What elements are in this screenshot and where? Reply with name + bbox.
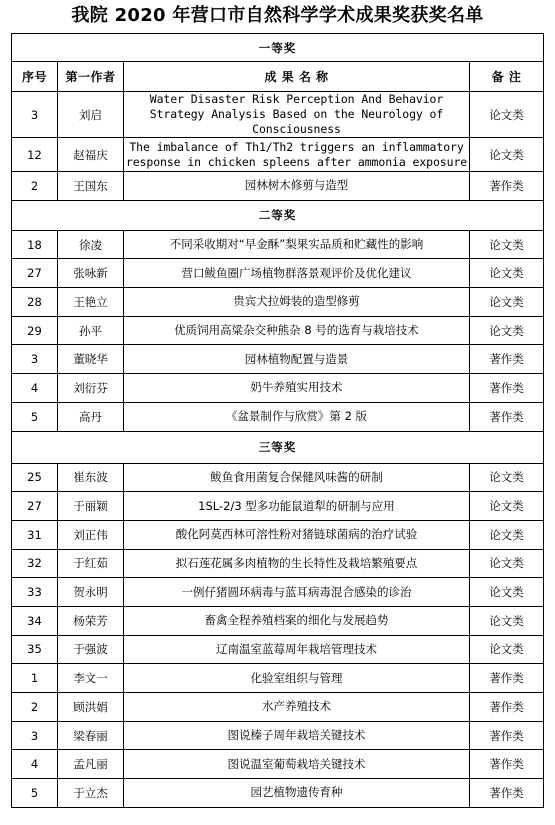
section-heading-row <box>12 34 544 62</box>
row-index: 1 <box>12 664 58 693</box>
table-row <box>12 316 544 345</box>
row-title: 奶牛养殖实用技术 <box>124 374 470 403</box>
table-row <box>12 288 544 317</box>
row-index: 27 <box>12 492 58 521</box>
row-category: 论文类 <box>470 138 544 172</box>
row-title: 营口鲅鱼圈广场植物群落景观评价及优化建议 <box>124 259 470 288</box>
section-heading-row <box>12 431 544 463</box>
row-title: 鲅鱼食用菌复合保健风味酱的研制 <box>124 463 470 492</box>
row-title: 一例仔猪圆环病毒与蓝耳病毒混合感染的诊治 <box>124 578 470 607</box>
row-category: 论文类 <box>470 492 544 521</box>
row-first-author: 孟凡丽 <box>58 750 124 779</box>
row-category: 著作类 <box>470 345 544 374</box>
row-first-author: 刘启 <box>58 92 124 138</box>
row-first-author: 董晓华 <box>58 345 124 374</box>
row-title: 水产养殖技术 <box>124 693 470 722</box>
awards-table <box>11 33 544 808</box>
row-index: 27 <box>12 259 58 288</box>
row-title: 贵宾犬拉姆装的造型修剪 <box>124 288 470 317</box>
row-first-author: 孙平 <box>58 316 124 345</box>
table-row <box>12 374 544 403</box>
section-heading-row <box>12 200 544 230</box>
row-title: 化验室组织与管理 <box>124 664 470 693</box>
row-title: 《盆景制作与欣赏》第 2 版 <box>124 402 470 431</box>
table-row <box>12 693 544 722</box>
row-index: 2 <box>12 693 58 722</box>
row-category: 论文类 <box>470 92 544 138</box>
row-index: 31 <box>12 520 58 549</box>
row-title: 图说温室葡萄栽培关键技术 <box>124 750 470 779</box>
row-title: 辽南温室蓝莓周年栽培管理技术 <box>124 635 470 664</box>
row-index: 18 <box>12 230 58 259</box>
row-index: 4 <box>12 750 58 779</box>
row-first-author: 于强波 <box>58 635 124 664</box>
row-first-author: 刘正伟 <box>58 520 124 549</box>
table-row <box>12 606 544 635</box>
col-header-title: 成 果 名 称 <box>124 62 470 92</box>
row-first-author: 于红茹 <box>58 549 124 578</box>
row-index: 29 <box>12 316 58 345</box>
row-title: 优质饲用高粱杂交种熊杂 8 号的选育与栽培技术 <box>124 316 470 345</box>
row-index: 2 <box>12 172 58 201</box>
row-category: 论文类 <box>470 635 544 664</box>
row-first-author: 于立杰 <box>58 779 124 808</box>
row-title: 畜禽全程养殖档案的细化与发展趋势 <box>124 606 470 635</box>
section-heading: 三等奖 <box>12 431 544 463</box>
row-index: 32 <box>12 549 58 578</box>
row-index: 12 <box>12 138 58 172</box>
row-category: 著作类 <box>470 664 544 693</box>
row-category: 著作类 <box>470 693 544 722</box>
row-first-author: 刘衍芬 <box>58 374 124 403</box>
row-title: Water Disaster Risk Perception And Behavior Strategy Analysis Based on the Neurology of Consciousness <box>124 92 470 138</box>
table-row <box>12 230 544 259</box>
table-row <box>12 750 544 779</box>
table-row <box>12 549 544 578</box>
row-index: 3 <box>12 345 58 374</box>
row-category: 论文类 <box>470 549 544 578</box>
row-title: 园林树木修剪与造型 <box>124 172 470 201</box>
row-title: 1SL-2/3 型多功能鼠道犁的研制与应用 <box>124 492 470 521</box>
col-header-note: 备 注 <box>470 62 544 92</box>
row-category: 论文类 <box>470 259 544 288</box>
row-category: 论文类 <box>470 606 544 635</box>
row-index: 35 <box>12 635 58 664</box>
table-row <box>12 92 544 138</box>
table-row <box>12 402 544 431</box>
col-header-index: 序号 <box>12 62 58 92</box>
table-row <box>12 138 544 172</box>
row-first-author: 于丽颖 <box>58 492 124 521</box>
row-category: 论文类 <box>470 463 544 492</box>
row-first-author: 贺永明 <box>58 578 124 607</box>
table-row <box>12 721 544 750</box>
table-row <box>12 259 544 288</box>
column-header-row <box>12 62 544 92</box>
table-row <box>12 172 544 201</box>
row-index: 3 <box>12 721 58 750</box>
row-first-author: 崔东波 <box>58 463 124 492</box>
row-first-author: 王艳立 <box>58 288 124 317</box>
row-index: 5 <box>12 402 58 431</box>
table-row <box>12 635 544 664</box>
row-category: 论文类 <box>470 520 544 549</box>
table-row <box>12 463 544 492</box>
table-row <box>12 492 544 521</box>
row-category: 著作类 <box>470 374 544 403</box>
row-first-author: 梁春丽 <box>58 721 124 750</box>
row-title: 不同采收期对“早金酥”梨果实品质和贮藏性的影响 <box>124 230 470 259</box>
row-category: 著作类 <box>470 402 544 431</box>
row-title: 园艺植物遗传育种 <box>124 779 470 808</box>
row-first-author: 王国东 <box>58 172 124 201</box>
row-first-author: 张咏新 <box>58 259 124 288</box>
section-heading: 一等奖 <box>12 34 544 62</box>
row-index: 3 <box>12 92 58 138</box>
row-index: 4 <box>12 374 58 403</box>
row-title: 园林植物配置与造景 <box>124 345 470 374</box>
table-row <box>12 520 544 549</box>
row-category: 论文类 <box>470 578 544 607</box>
row-title: 酸化阿莫西林可溶性粉对猪链球菌病的治疗试验 <box>124 520 470 549</box>
row-index: 28 <box>12 288 58 317</box>
table-row <box>12 664 544 693</box>
document-title: 我院 2020 年营口市自然科学学术成果奖获奖名单 <box>71 5 484 26</box>
row-first-author: 徐凌 <box>58 230 124 259</box>
table-row <box>12 578 544 607</box>
row-title: 拟石莲花属多肉植物的生长特性及栽培繁殖要点 <box>124 549 470 578</box>
row-category: 著作类 <box>470 172 544 201</box>
row-first-author: 高丹 <box>58 402 124 431</box>
row-category: 著作类 <box>470 721 544 750</box>
table-row <box>12 779 544 808</box>
row-category: 论文类 <box>470 316 544 345</box>
row-category: 论文类 <box>470 230 544 259</box>
row-first-author: 李文一 <box>58 664 124 693</box>
row-category: 著作类 <box>470 779 544 808</box>
row-category: 论文类 <box>470 288 544 317</box>
row-first-author: 顾洪娟 <box>58 693 124 722</box>
row-title: The imbalance of Th1/Th2 triggers an inflammatory response in chicken spleens after ammonia exposure <box>124 138 470 172</box>
row-first-author: 赵福庆 <box>58 138 124 172</box>
row-index: 25 <box>12 463 58 492</box>
section-heading: 二等奖 <box>12 200 544 230</box>
row-first-author: 杨荣芳 <box>58 606 124 635</box>
row-index: 34 <box>12 606 58 635</box>
row-index: 5 <box>12 779 58 808</box>
col-header-author: 第一作者 <box>58 62 124 92</box>
row-index: 33 <box>12 578 58 607</box>
row-category: 著作类 <box>470 750 544 779</box>
table-row <box>12 345 544 374</box>
row-title: 图说榛子周年栽培关键技术 <box>124 721 470 750</box>
